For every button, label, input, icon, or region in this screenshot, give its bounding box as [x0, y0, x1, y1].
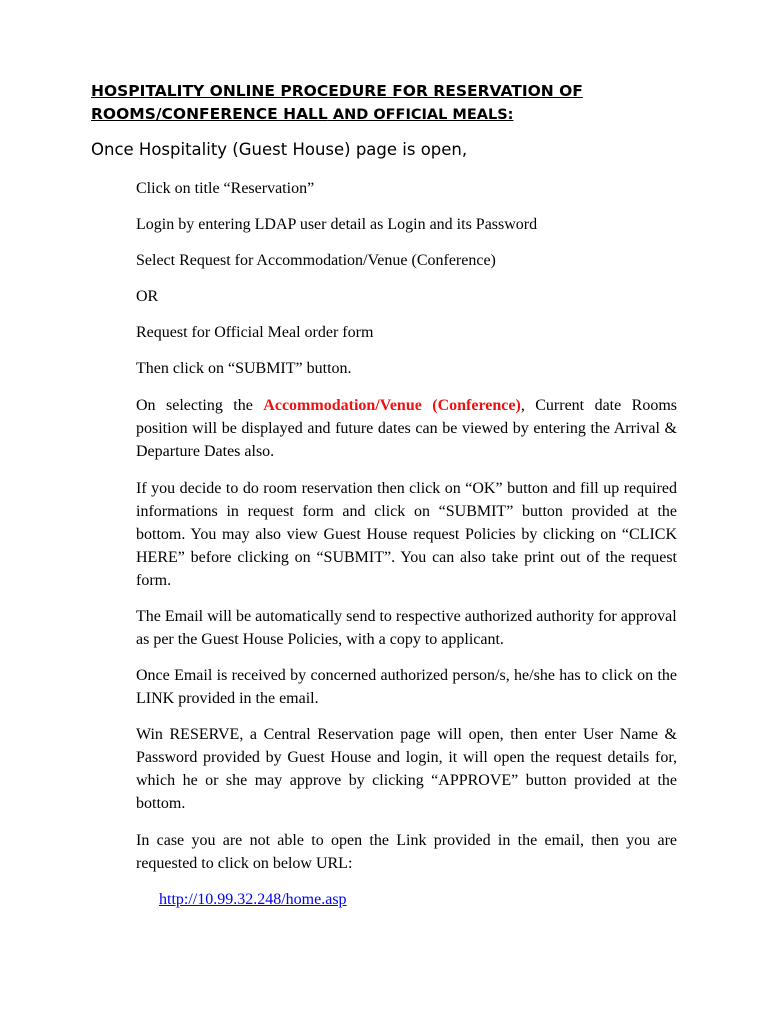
title-line-2-suffix: AND OFFICIAL MEALS:	[327, 107, 514, 123]
title-line-1: HOSPITALITY ONLINE PROCEDURE FOR RESERVATION OF	[91, 82, 583, 100]
step-or: OR	[136, 288, 159, 305]
step-meal-request: Request for Official Meal order form	[136, 324, 374, 341]
url-link[interactable]: http://10.99.32.248/home.asp	[159, 891, 347, 908]
paragraph-win-reserve: Win RESERVE, a Central Reservation page will open, then enter User Name & Password provided by Guest House and login, it will open the request details for, which he or she may approve by clicking “APPROVE” button provided at the bottom.	[136, 726, 677, 812]
step-login: Login by entering LDAP user detail as Login and its Password	[136, 216, 538, 233]
paragraph-in-case: In case you are not able to open the Link provided in the email, then you are requested to click on below URL:	[136, 832, 677, 872]
step-click-reservation: Click on title “Reservation”	[136, 180, 315, 197]
step-select-request: Select Request for Accommodation/Venue (Conference)	[136, 252, 496, 269]
paragraph-email: The Email will be automatically send to respective authorized authority for approval as per the Guest House Policies, with a copy to applicant.	[136, 608, 677, 648]
accommodation-highlight: Accommodation/Venue (Conference)	[263, 397, 521, 414]
intro-text: Once Hospitality (Guest House) page is open,	[91, 140, 468, 159]
paragraph-once-email: Once Email is received by concerned authorized person/s, he/she has to click on the LINK provided in the email.	[136, 667, 677, 707]
paragraph-selecting	[136, 394, 677, 463]
selecting-before: On selecting the	[136, 397, 264, 414]
paragraph-room-reservation: If you decide to do room reservation then click on “OK” button and fill up required informations in request form and click on “SUBMIT” button provided at the bottom. You may also view Guest House request Policies by clicking on “CLICK HERE” before clicking on “SUBMIT”. You can also take print out of the request form.	[136, 480, 677, 589]
title-line-2: ROOMS/CONFERENCE HALL	[91, 105, 328, 123]
selecting-after: , Current date Rooms position will be displayed and future dates can be viewed by entering the Arrival & Departure Dates also.	[136, 397, 677, 460]
document-title	[91, 80, 651, 127]
step-submit: Then click on “SUBMIT” button.	[136, 360, 352, 377]
